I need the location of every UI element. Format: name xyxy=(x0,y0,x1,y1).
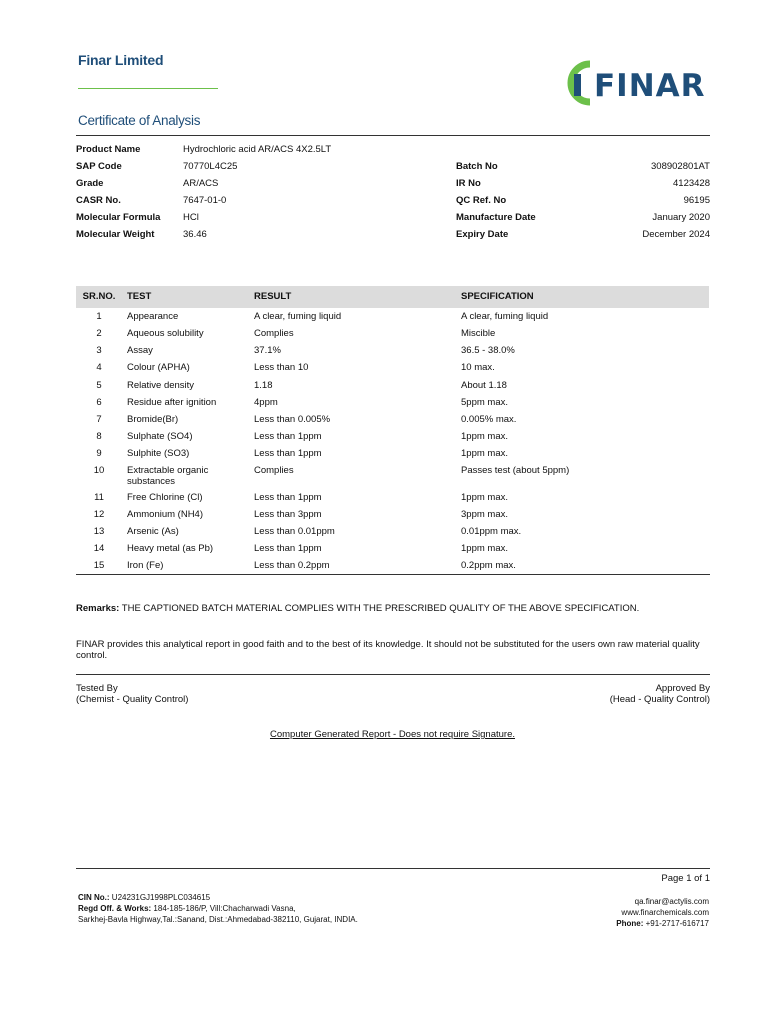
table-bottom-border xyxy=(76,574,710,575)
signoff-divider xyxy=(76,674,710,675)
cell-test: Residue after ignition xyxy=(127,397,217,408)
info-label: CASR No. xyxy=(76,195,121,206)
cell-sr: 11 xyxy=(94,492,104,503)
cell-spec: Passes test (about 5ppm) xyxy=(461,465,570,476)
cell-spec: A clear, fuming liquid xyxy=(461,311,549,322)
footer-contact xyxy=(616,896,709,929)
header-specification: SPECIFICATION xyxy=(461,291,534,302)
cell-test: Arsenic (As) xyxy=(127,526,179,537)
address-line: Sarkhej-Bavla Highway,Tal.:Sanand, Dist.:Ahmedabad-382110, Gujarat, INDIA. xyxy=(78,915,358,924)
cell-sr: 8 xyxy=(96,431,102,442)
info-row xyxy=(456,175,710,192)
cell-sr: 10 xyxy=(93,465,105,476)
remarks-label: Remarks: xyxy=(76,603,120,614)
info-label: Molecular Weight xyxy=(76,229,155,240)
cell-sr: 14 xyxy=(93,543,105,554)
info-value: 308902801AT xyxy=(651,161,710,172)
info-label: SAP Code xyxy=(76,161,122,172)
info-value: December 2024 xyxy=(642,229,710,240)
document-title: Certificate of Analysis xyxy=(78,113,201,128)
cell-test: Free Chlorine (Cl) xyxy=(127,492,203,503)
approved-by-role: (Head - Quality Control) xyxy=(609,694,710,705)
cell-sr: 5 xyxy=(96,380,102,391)
approved-by-block xyxy=(610,683,710,705)
cell-result: 37.1% xyxy=(254,345,281,356)
cell-result: Less than 1ppm xyxy=(254,431,322,442)
cell-test: Assay xyxy=(127,345,153,356)
phone-line xyxy=(616,918,709,929)
cell-result: Less than 1ppm xyxy=(254,492,322,503)
info-value: 96195 xyxy=(683,195,710,206)
cell-sr: 1 xyxy=(96,311,102,322)
cell-sr: 2 xyxy=(96,328,102,339)
info-row xyxy=(456,158,710,175)
info-value: 70770L4C25 xyxy=(183,161,238,172)
cell-test: Bromide(Br) xyxy=(127,414,179,425)
header-result: RESULT xyxy=(254,291,292,302)
cell-spec: 3ppm max. xyxy=(461,509,508,520)
info-value: AR/ACS xyxy=(183,178,219,189)
info-label: Product Name xyxy=(76,144,141,155)
cell-result: Less than 1ppm xyxy=(254,448,322,459)
header-test: TEST xyxy=(127,291,152,302)
cell-sr: 12 xyxy=(93,509,105,520)
cell-spec: 10 max. xyxy=(461,362,495,373)
cell-spec: 0.2ppm max. xyxy=(461,560,516,571)
cell-sr: 6 xyxy=(96,397,102,408)
info-row xyxy=(76,226,376,243)
cell-spec: 1ppm max. xyxy=(461,492,508,503)
info-value: 36.46 xyxy=(183,229,207,240)
info-row xyxy=(456,209,710,226)
remarks-text: THE CAPTIONED BATCH MATERIAL COMPLIES WITH THE PRESCRIBED QUALITY OF THE ABOVE SPECIFICATION. xyxy=(121,603,640,614)
cell-sr: 4 xyxy=(96,362,102,373)
cell-spec: 1ppm max. xyxy=(461,431,508,442)
results-table-header xyxy=(76,286,709,308)
footer-divider xyxy=(76,868,710,869)
cell-test: Sulphate (SO4) xyxy=(127,431,193,442)
cell-spec: 0.01ppm max. xyxy=(461,526,522,537)
regd-line xyxy=(78,903,358,914)
cell-test: Extractable organic substances xyxy=(127,465,209,487)
header-sr: SR.NO. xyxy=(82,291,116,302)
cell-spec: 1ppm max. xyxy=(461,543,508,554)
info-label: Molecular Formula xyxy=(76,212,161,223)
cell-test: Colour (APHA) xyxy=(127,362,190,373)
cell-spec: 5ppm max. xyxy=(461,397,508,408)
cell-result: Less than 1ppm xyxy=(254,543,322,554)
cell-result: Less than 0.2ppm xyxy=(254,560,330,571)
footer-address xyxy=(78,892,358,925)
cell-spec: Miscible xyxy=(461,328,496,339)
cell-test: Heavy metal (as Pb) xyxy=(127,543,214,554)
approved-by-label: Approved By xyxy=(655,683,710,694)
cell-sr: 3 xyxy=(96,345,102,356)
info-label: Manufacture Date xyxy=(456,212,536,223)
product-info-right xyxy=(456,158,710,243)
cell-test: Aqueous solubility xyxy=(127,328,204,339)
contact-email[interactable]: qa.finar@actylis.com xyxy=(634,897,709,906)
product-info-left xyxy=(76,141,376,243)
info-label: Grade xyxy=(76,178,104,189)
cell-spec: 36.5 - 38.0% xyxy=(461,345,515,356)
cell-spec: 1ppm max. xyxy=(461,448,508,459)
cell-sr: 15 xyxy=(93,560,105,571)
finar-logo xyxy=(560,56,710,110)
cell-sr: 9 xyxy=(96,448,102,459)
regd-label: Regd Off. & Works: xyxy=(78,904,152,913)
remarks xyxy=(76,603,710,614)
info-label: Expiry Date xyxy=(456,229,509,240)
info-row xyxy=(456,192,710,209)
info-value: 4123428 xyxy=(673,178,710,189)
cell-sr: 7 xyxy=(96,414,102,425)
cell-result: 1.18 xyxy=(254,380,273,391)
cell-result: 4ppm xyxy=(254,397,278,408)
cell-test: Appearance xyxy=(127,311,179,322)
cin-label: CIN No.: xyxy=(78,893,110,902)
cell-spec: 0.005% max. xyxy=(461,414,517,425)
info-value: 7647-01-0 xyxy=(183,195,227,206)
info-row xyxy=(76,209,376,226)
header-accent-line xyxy=(78,88,218,89)
info-label: IR No xyxy=(456,178,481,189)
cell-spec: About 1.18 xyxy=(461,380,507,391)
info-label: Batch No xyxy=(456,161,498,172)
computer-generated-note: Computer Generated Report - Does not require Signature. xyxy=(269,729,516,740)
info-row xyxy=(76,192,376,209)
cell-result: Complies xyxy=(254,328,294,339)
info-row xyxy=(76,175,376,192)
info-row xyxy=(76,158,376,175)
regd-value: 184-185-186/P, Vill:Chacharwadi Vasna, xyxy=(153,904,296,913)
cell-result: Complies xyxy=(254,465,294,476)
phone-value: +91-2717-616717 xyxy=(645,919,709,928)
info-row xyxy=(76,141,376,158)
cell-result: A clear, fuming liquid xyxy=(254,311,342,322)
info-row xyxy=(456,226,710,243)
disclaimer: FINAR provides this analytical report in good faith and to the best of its knowledge. It should not be substituted for the users own raw material quality control. xyxy=(76,639,700,661)
cin-value: U24231GJ1998PLC034615 xyxy=(111,893,211,902)
info-value: Hydrochloric acid AR/ACS 4X2.5LT xyxy=(183,144,332,155)
cell-result: Less than 0.01ppm xyxy=(254,526,335,537)
header-divider xyxy=(76,135,710,136)
cell-test: Ammonium (NH4) xyxy=(127,509,204,520)
tested-by-block xyxy=(76,683,188,705)
logo-wordmark: FINAR xyxy=(594,68,706,104)
info-value: January 2020 xyxy=(652,212,710,223)
tested-by-role: (Chemist - Quality Control) xyxy=(76,694,189,705)
cin-line xyxy=(78,892,358,903)
contact-website[interactable]: www.finarchemicals.com xyxy=(621,908,709,917)
phone-label: Phone: xyxy=(616,919,644,928)
info-label: QC Ref. No xyxy=(456,195,507,206)
info-value: HCl xyxy=(183,212,199,223)
cell-test: Relative density xyxy=(127,380,195,391)
cell-test: Sulphite (SO3) xyxy=(127,448,190,459)
tested-by-label: Tested By xyxy=(76,683,118,694)
company-name: Finar Limited xyxy=(78,52,164,68)
cell-result: Less than 0.005% xyxy=(254,414,331,425)
page-number: Page 1 of 1 xyxy=(661,873,710,884)
cell-sr: 13 xyxy=(93,526,105,537)
cell-result: Less than 10 xyxy=(254,362,309,373)
cell-test: Iron (Fe) xyxy=(127,560,164,571)
cell-result: Less than 3ppm xyxy=(254,509,322,520)
